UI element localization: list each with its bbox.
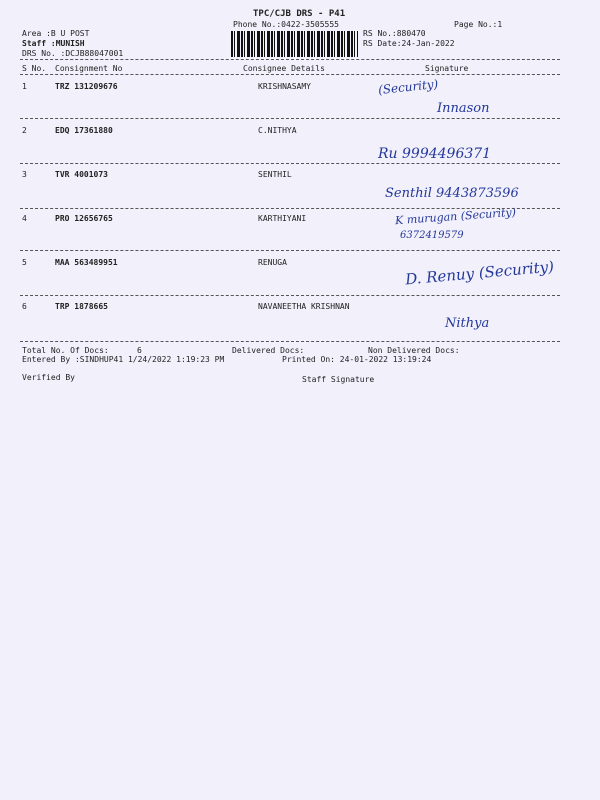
- drs-number: DRS No. :DCJB88047001: [22, 49, 124, 58]
- consignee-name: KARTHIYANI: [258, 214, 307, 223]
- divider: [20, 295, 560, 296]
- consignment-number: EDQ 17361880: [55, 126, 113, 135]
- row-sno: 6: [22, 302, 27, 311]
- staff-signature: Staff Signature: [302, 375, 375, 384]
- staff-field: Staff :MUNISH: [22, 39, 85, 48]
- printed-on: Printed On: 24-01-2022 13:19:24: [282, 355, 432, 364]
- divider: [20, 59, 560, 60]
- signature: Nithya: [445, 316, 490, 331]
- consignee-name: NAVANEETHA KRISHNAN: [258, 302, 350, 311]
- total-docs-label: Total No. Of Docs:: [22, 346, 109, 355]
- row-sno: 1: [22, 82, 27, 91]
- column-consignee: Consignee Details: [243, 64, 325, 73]
- phone-number: Phone No.:0422-3505555: [233, 20, 339, 29]
- consignee-name: C.NITHYA: [258, 126, 297, 135]
- column-sno: S No.: [22, 64, 47, 73]
- consignment-number: TRZ 131209676: [55, 82, 118, 91]
- area-field: Area :B U POST: [22, 29, 90, 38]
- divider: [20, 163, 560, 164]
- row-sno: 3: [22, 170, 27, 179]
- consignment-number: MAA 563489951: [55, 258, 118, 267]
- divider: [20, 118, 560, 119]
- rs-date: RS Date:24-Jan-2022: [363, 39, 455, 48]
- signature: (Security): [377, 76, 439, 98]
- signature-phone: 6372419579: [400, 230, 464, 241]
- divider: [20, 74, 560, 75]
- row-sno: 2: [22, 126, 27, 135]
- row-sno: 4: [22, 214, 27, 223]
- signature: Senthil 9443873596: [385, 186, 519, 201]
- signature: D. Renuy (Security): [404, 257, 555, 289]
- rs-number: RS No.:880470: [363, 29, 426, 38]
- barcode: [231, 31, 358, 57]
- verified-by: Verified By: [22, 373, 75, 382]
- divider: [20, 250, 560, 251]
- column-consignment: Consignment No: [55, 64, 123, 73]
- consignee-name: SENTHIL: [258, 170, 292, 179]
- entered-by: Entered By :SINDHUP41 1/24/2022 1:19:23 PM: [22, 355, 225, 364]
- consignee-name: KRISHNASAMY: [258, 82, 311, 91]
- signature: Ru 9994496371: [378, 146, 492, 162]
- page-number: Page No.:1: [454, 20, 503, 29]
- delivered-docs-label: Delivered Docs:: [232, 346, 305, 355]
- signature: K murugan (Security): [394, 205, 517, 228]
- consignee-name: RENUGA: [258, 258, 287, 267]
- document-title: TPC/CJB DRS - P41: [253, 9, 346, 19]
- non-delivered-docs-label: Non Delivered Docs:: [368, 346, 460, 355]
- consignment-number: TVR 4001073: [55, 170, 108, 179]
- divider: [20, 341, 560, 342]
- row-sno: 5: [22, 258, 27, 267]
- consignment-number: TRP 1878665: [55, 302, 108, 311]
- total-docs-value: 6: [137, 346, 142, 355]
- signature-name: Innason: [437, 101, 490, 116]
- column-signature: Signature: [425, 64, 469, 73]
- consignment-number: PRO 12656765: [55, 214, 113, 223]
